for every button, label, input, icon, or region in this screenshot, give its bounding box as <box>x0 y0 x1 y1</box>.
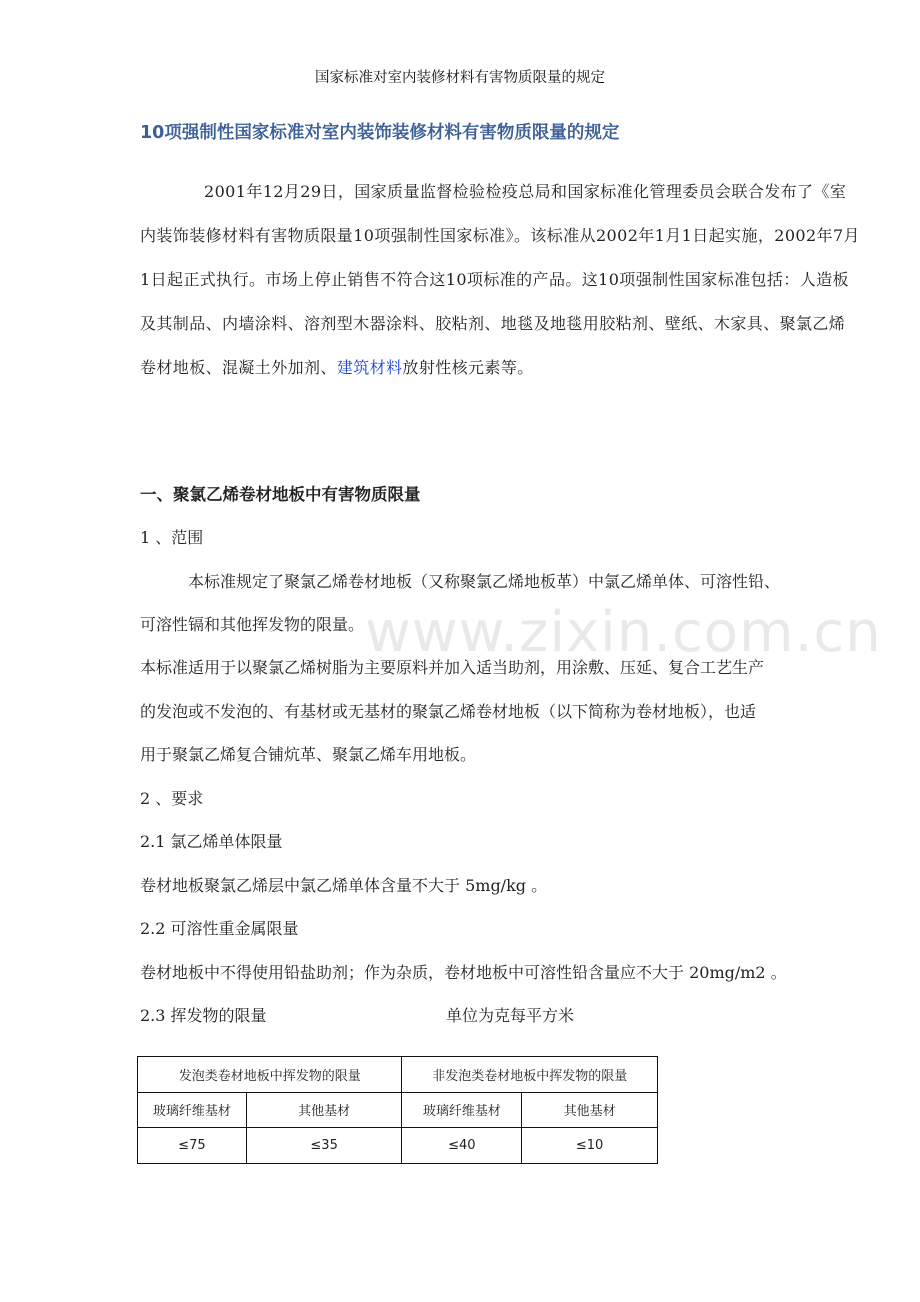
subsection-text: 卷材地板中不得使用铅盐助剂；作为杂质，卷材地板中可溶性铅含量应不大于 20mg/m2 。 <box>140 963 787 982</box>
table-row <box>138 1128 658 1164</box>
intro-paragraph <box>140 170 860 390</box>
applicability-line: 用于聚氯乙烯复合铺炕革、聚氯乙烯车用地板。 <box>140 745 477 764</box>
table-sub-header: 玻璃纤维基材 <box>402 1092 522 1128</box>
scope-heading: 1 、范围 <box>140 528 204 547</box>
table-group-header: 发泡类卷材地板中挥发物的限量 <box>138 1057 402 1093</box>
subsection-heading: 2.1 氯乙烯单体限量 <box>140 832 283 851</box>
table-group-header: 非发泡类卷材地板中挥发物的限量 <box>402 1057 658 1093</box>
building-materials-link[interactable]: 建筑材料 <box>336 358 403 377</box>
document-title: 10项强制性国家标准对室内装饰装修材料有害物质限量的规定 <box>140 123 620 143</box>
section-heading: 一、聚氯乙烯卷材地板中有害物质限量 <box>140 485 421 504</box>
table-row <box>138 1092 658 1128</box>
scope-paragraph-line: 可溶性镉和其他挥发物的限量。 <box>140 615 365 634</box>
running-header: 国家标准对室内装修材料有害物质限量的规定 <box>315 70 605 86</box>
table-sub-header: 其他基材 <box>246 1092 402 1128</box>
volatile-limits-table <box>137 1056 658 1164</box>
subsection-heading: 2.3 挥发物的限量 <box>140 1006 267 1025</box>
applicability-line: 的发泡或不发泡的、有基材或无基材的聚氯乙烯卷材地板（以下简称为卷材地板），也适 <box>140 702 757 721</box>
requirements-heading: 2 、要求 <box>140 789 204 808</box>
table-sub-header: 其他基材 <box>522 1092 658 1128</box>
applicability-line: 本标准适用于以聚氯乙烯树脂为主要原料并加入适当助剂，用涂敷、压延、复合工艺生产 <box>140 658 765 677</box>
subsection-heading: 2.2 可溶性重金属限量 <box>140 919 299 938</box>
table-cell: ≤10 <box>522 1128 658 1164</box>
table-cell: ≤75 <box>138 1128 247 1164</box>
watermark: www.zixin.com.cn <box>365 600 882 665</box>
table-row <box>138 1057 658 1093</box>
intro-text-end: 放射性核元素等。 <box>402 358 534 377</box>
intro-text: 2001年12月29日，国家质量监督检验检疫总局和国家标准化管理委员会联合发布了《室内装饰装修材料有害物质限量10项强制性国家标准》。该标准从2002年1月1日起实施，2002年7月1日起正式执行。市场上停止销售不符合这10项标准的产品。这10项强制性国家标准包括：人造板及其制品、内墙涂料、溶剂型木器涂料、胶粘剂、地毯及地毯用胶粘剂、壁纸、木家具、聚氯乙烯卷材地板、混凝土外加剂、 <box>140 182 860 377</box>
unit-note: 单位为克每平方米 <box>446 1006 575 1025</box>
table-cell: ≤40 <box>402 1128 522 1164</box>
scope-paragraph-line: 本标准规定了聚氯乙烯卷材地板（又称聚氯乙烯地板革）中氯乙烯单体、可溶性铅、 <box>188 572 781 591</box>
subsection-text: 卷材地板聚氯乙烯层中氯乙烯单体含量不大于 5mg/kg 。 <box>140 876 548 895</box>
table-sub-header: 玻璃纤维基材 <box>138 1092 247 1128</box>
table-cell: ≤35 <box>246 1128 402 1164</box>
